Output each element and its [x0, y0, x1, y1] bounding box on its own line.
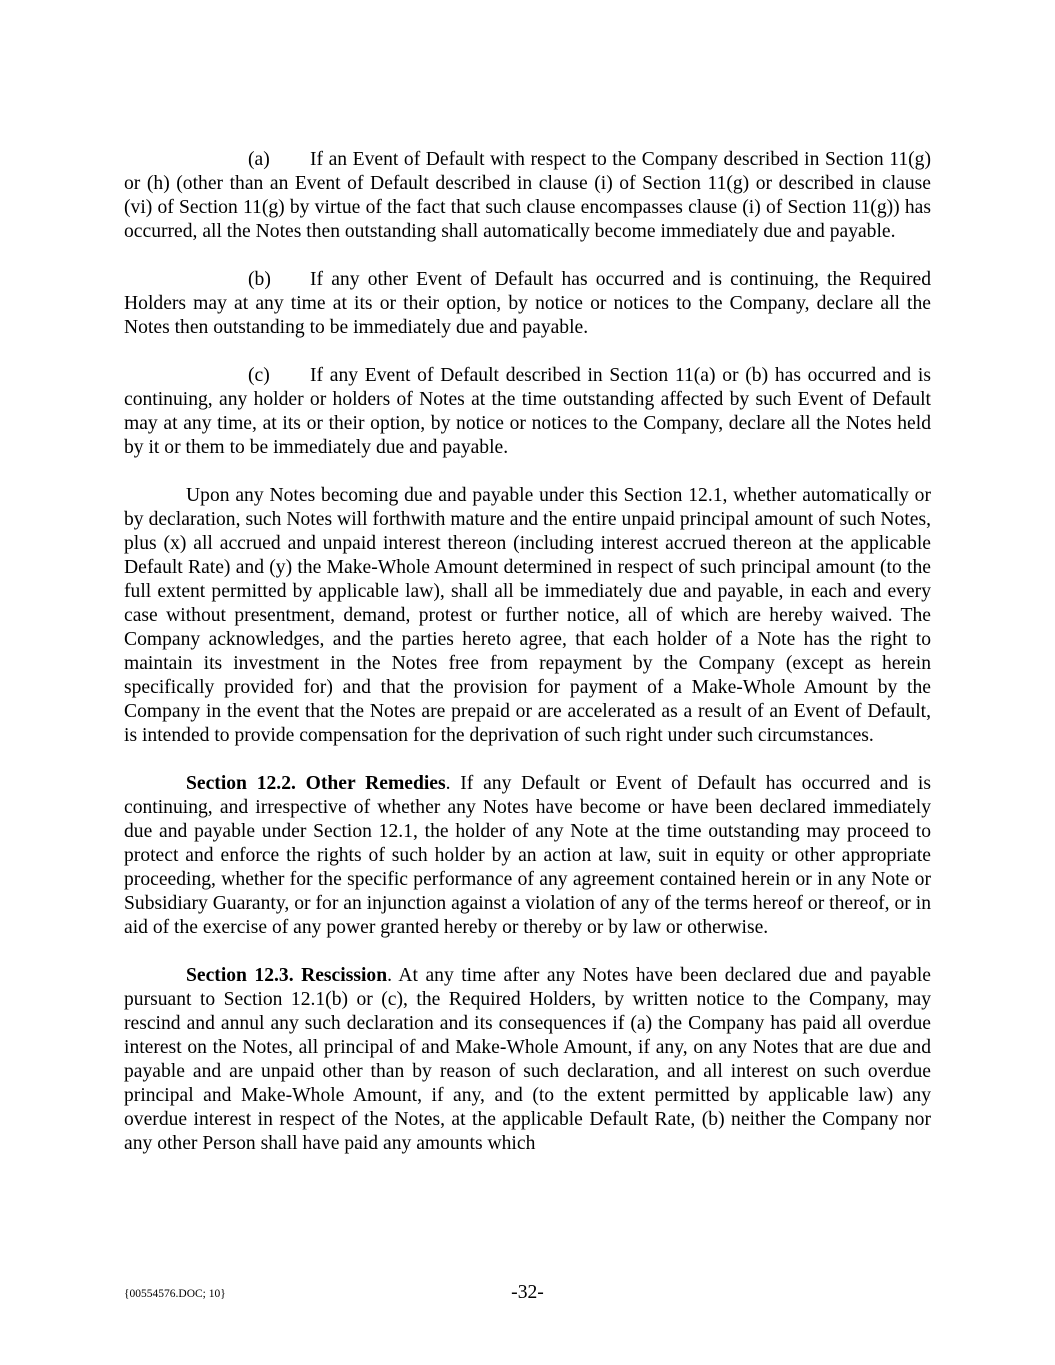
paragraph-b [124, 268, 931, 340]
section-12-2-heading: Section 12.2. Other Remedies [186, 773, 446, 794]
section-12-2-text: . If any Default or Event of Default has occurred and is continuing, and irrespective of whether any Notes have become or have been declared immediately due and payable under Section 12.1, the holder of any Note at the time outstanding may proceed to protect and enforce the rights of such holder by an action at law, suit in equity or other appropriate proceeding, whether for the specific performance of any agreement contained herein or in any Note or Subsidiary Guaranty, or for an injunction against a violation of any of the terms hereof or thereof, or in aid of the exercise of any power granted hereby or thereby or by law or otherwise. [124, 773, 931, 938]
page-number: -32- [511, 1282, 544, 1303]
paragraph-b-text: If any other Event of Default has occurred and is continuing, the Required Holders may at any time at its or their option, by notice or notices to the Company, declare all the Notes then outstanding to be immediately due and payable. [124, 269, 931, 338]
paragraph-a-marker: (a) [248, 149, 270, 170]
section-12-2 [124, 772, 931, 940]
section-12-3-heading: Section 12.3. Rescission [186, 965, 388, 986]
paragraph-c-marker: (c) [248, 365, 270, 386]
section-12-3-text: . At any time after any Notes have been declared due and payable pursuant to Section 12.1(b) or (c), the Required Holders, by written notice to the Company, may rescind and annul any such declaration and its consequences if (a) the Company has paid all overdue interest on the Notes, all principal of and Make-Whole Amount, if any, on any Notes that are due and payable and are unpaid other than by reason of such declaration, and all interest on such overdue principal and Make-Whole Amount, if any, and (to the extent permitted by applicable law) any overdue interest in respect of the Notes, at the applicable Default Rate, (b) neither the Company nor any other Person shall have paid any amounts which [124, 965, 932, 1154]
paragraph-c [124, 364, 931, 460]
paragraph-c-text: If any Event of Default described in Section 11(a) or (b) has occurred and is continuing, any holder or holders of Notes at the time outstanding affected by such Event of Default may at any time, at its or their option, by notice or notices to the Company, declare all the Notes held by it or them to be immediately due and payable. [124, 365, 931, 458]
document-page [124, 148, 931, 1156]
paragraph-a [124, 148, 931, 244]
section-12-3 [124, 964, 931, 1156]
paragraph-b-marker: (b) [248, 269, 271, 290]
footer-doc-id: {00554576.DOC; 10} [124, 1288, 226, 1300]
paragraph-upon-text: Upon any Notes becoming due and payable under this Section 12.1, whether automatically or by declaration, such Notes will forthwith mature and the entire unpaid principal amount of such Notes, plus (x) all accrued and unpaid interest thereon (including interest accrued thereon at the applicable Default Rate) and (y) the Make-Whole Amount determined in respect of such principal amount (to the full extent permitted by applicable law), shall all be immediately due and payable, in each and every case without presentment, demand, protest or further notice, all of which are hereby waived. The Company acknowledges, and the parties hereto agree, that each holder of a Note has the right to maintain its investment in the Notes free from repayment by the Company (except as herein specifically provided for) and that the provision for payment of a Make-Whole Amount by the Company in the event that the Notes are prepaid or are accelerated as a result of an Event of Default, is intended to provide compensation for the deprivation of such right under such circumstances. [124, 485, 931, 746]
paragraph-a-text: If an Event of Default with respect to the Company described in Section 11(g) or (h) (other than an Event of Default described in clause (i) of Section 11(g) or described in clause (vi) of Section 11(g) by virtue of the fact that such clause encompasses clause (i) of Section 11(g)) has occurred, all the Notes then outstanding shall automatically become immediately due and payable. [124, 149, 931, 242]
paragraph-upon [124, 484, 931, 748]
